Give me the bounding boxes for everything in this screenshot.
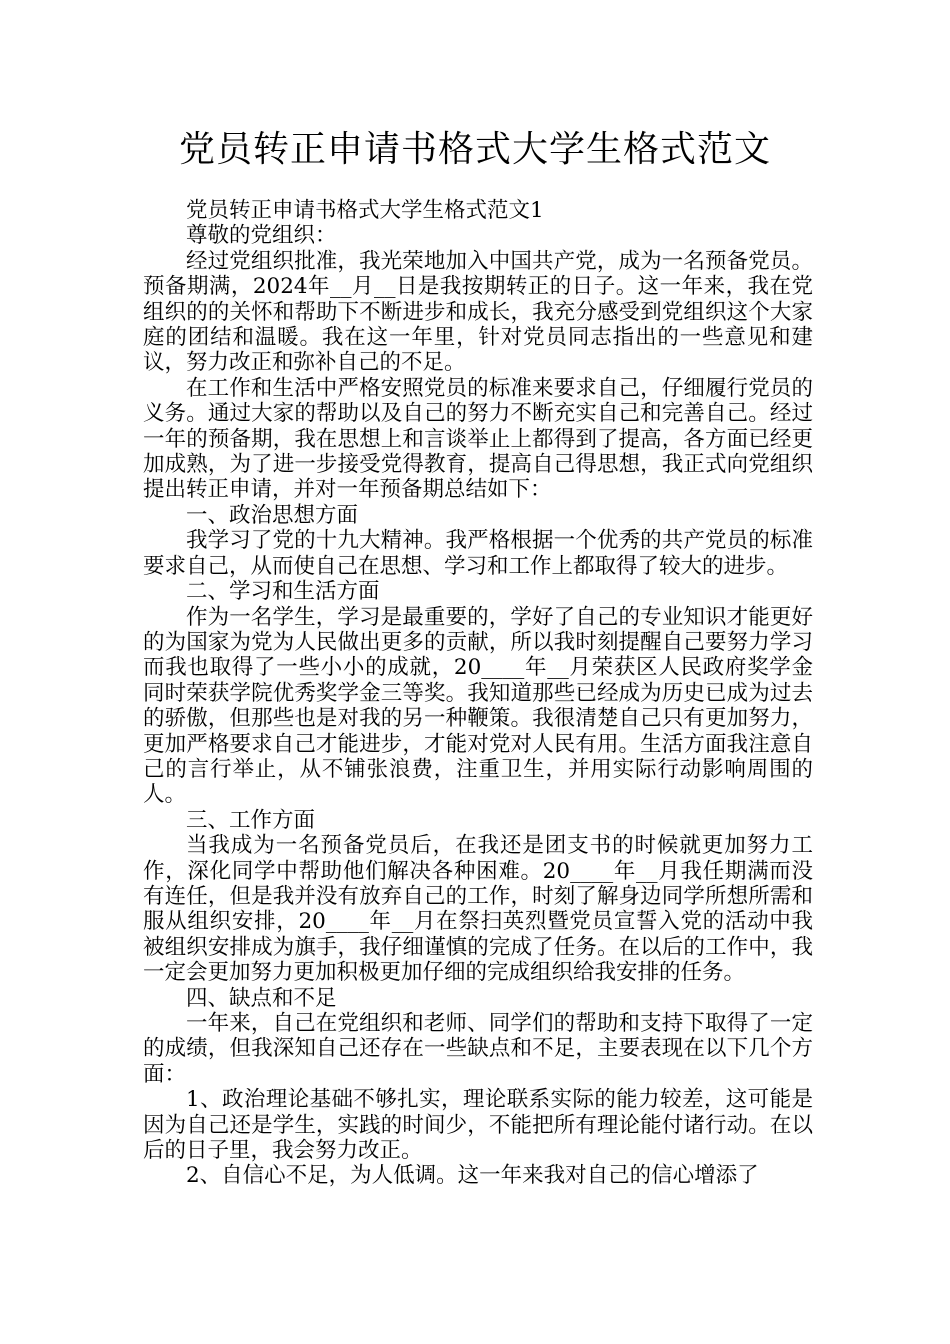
paragraph-study-life: 作为一名学生，学习是最重要的，学好了自己的专业知识才能更好的为国家为党为人民做出更多的贡献，所以我时刻提醒自己要努力学习而我也取得了一些小小的成就，20____年__月荣获区人民政府奖学金同时荣获学院优秀奖学金三等奖。我知道那些已经成为历史已成为过去的骄傲，但那些也是对我的另一种鞭策。我很清楚自己只有更加努力，更加严格要求自己才能进步，才能对党对人民有用。生活方面我注意自己的言行举止，从不铺张浪费，注重卫生，并用实际行动影响周围的人。 xyxy=(143,604,813,808)
section-heading-study-life: 二、学习和生活方面 xyxy=(186,579,380,605)
paragraph-salutation: 尊敬的党组织： xyxy=(186,223,337,249)
paragraph-shortcoming-2: 2、自信心不足，为人低调。这一年来我对自己的信心增添了 xyxy=(186,1163,759,1189)
paragraph-work: 当我成为一名预备党员后，在我还是团支书的时候就更加努力工作，深化同学中帮助他们解决各种困难。20____年__月我任期满而没有连任，但是我并没有放弃自己的工作，时刻了解身边同学所想所需和服从组织安排，20____年__月在祭扫英烈暨党员宣誓入党的活动中我被组织安排成为旗手，我仔细谨慎的完成了任务。在以后的工作中，我一定会更加努力更加积极更加仔细的完成组织给我安排的任务。 xyxy=(143,833,813,986)
paragraph-politics: 我学习了党的十九大精神。我严格根据一个优秀的共产党员的标准要求自己，从而使自己在思想、学习和工作上都取得了较大的进步。 xyxy=(143,528,813,579)
paragraph-shortcomings: 一年来，自己在党组织和老师、同学们的帮助和支持下取得了一定的成绩，但我深知自己还存在一些缺点和不足，主要表现在以下几个方面： xyxy=(143,1011,813,1087)
paragraph-self-requirement: 在工作和生活中严格安照党员的标准来要求自己，仔细履行党员的义务。通过大家的帮助以及自己的努力不断充实自己和完善自己。经过一年的预备期，我在思想上和言谈举止上都得到了提高，各方面已经更加成熟，为了进一步接受党得教育，提高自己得思想，我正式向党组织提出转正申请，并对一年预备期总结如下： xyxy=(143,375,813,503)
section-heading-shortcomings: 四、缺点和不足 xyxy=(186,985,337,1011)
section-heading-work: 三、工作方面 xyxy=(186,807,316,833)
paragraph-subtitle: 党员转正申请书格式大学生格式范文1 xyxy=(186,198,544,223)
document-title: 党员转正申请书格式大学生格式范文 xyxy=(178,129,771,170)
section-heading-politics: 一、政治思想方面 xyxy=(186,502,359,528)
paragraph-intro: 经过党组织批准，我光荣地加入中国共产党，成为一名预备党员。预备期满，2024年__月__日是我按期转正的日子。这一年来，我在党组织的的关怀和帮助下不断进步和成长，我充分感受到党组织这个大家庭的团结和温暖。我在这一年里，针对党员同志指出的一些意见和建议，努力改正和弥补自己的不足。 xyxy=(143,248,813,376)
paragraph-shortcoming-1: 1、政治理论基础不够扎实，理论联系实际的能力较差，这可能是因为自己还是学生，实践的时间少，不能把所有理论能付诸行动。在以后的日子里，我会努力改正。 xyxy=(143,1087,813,1164)
document-body xyxy=(143,198,813,1189)
